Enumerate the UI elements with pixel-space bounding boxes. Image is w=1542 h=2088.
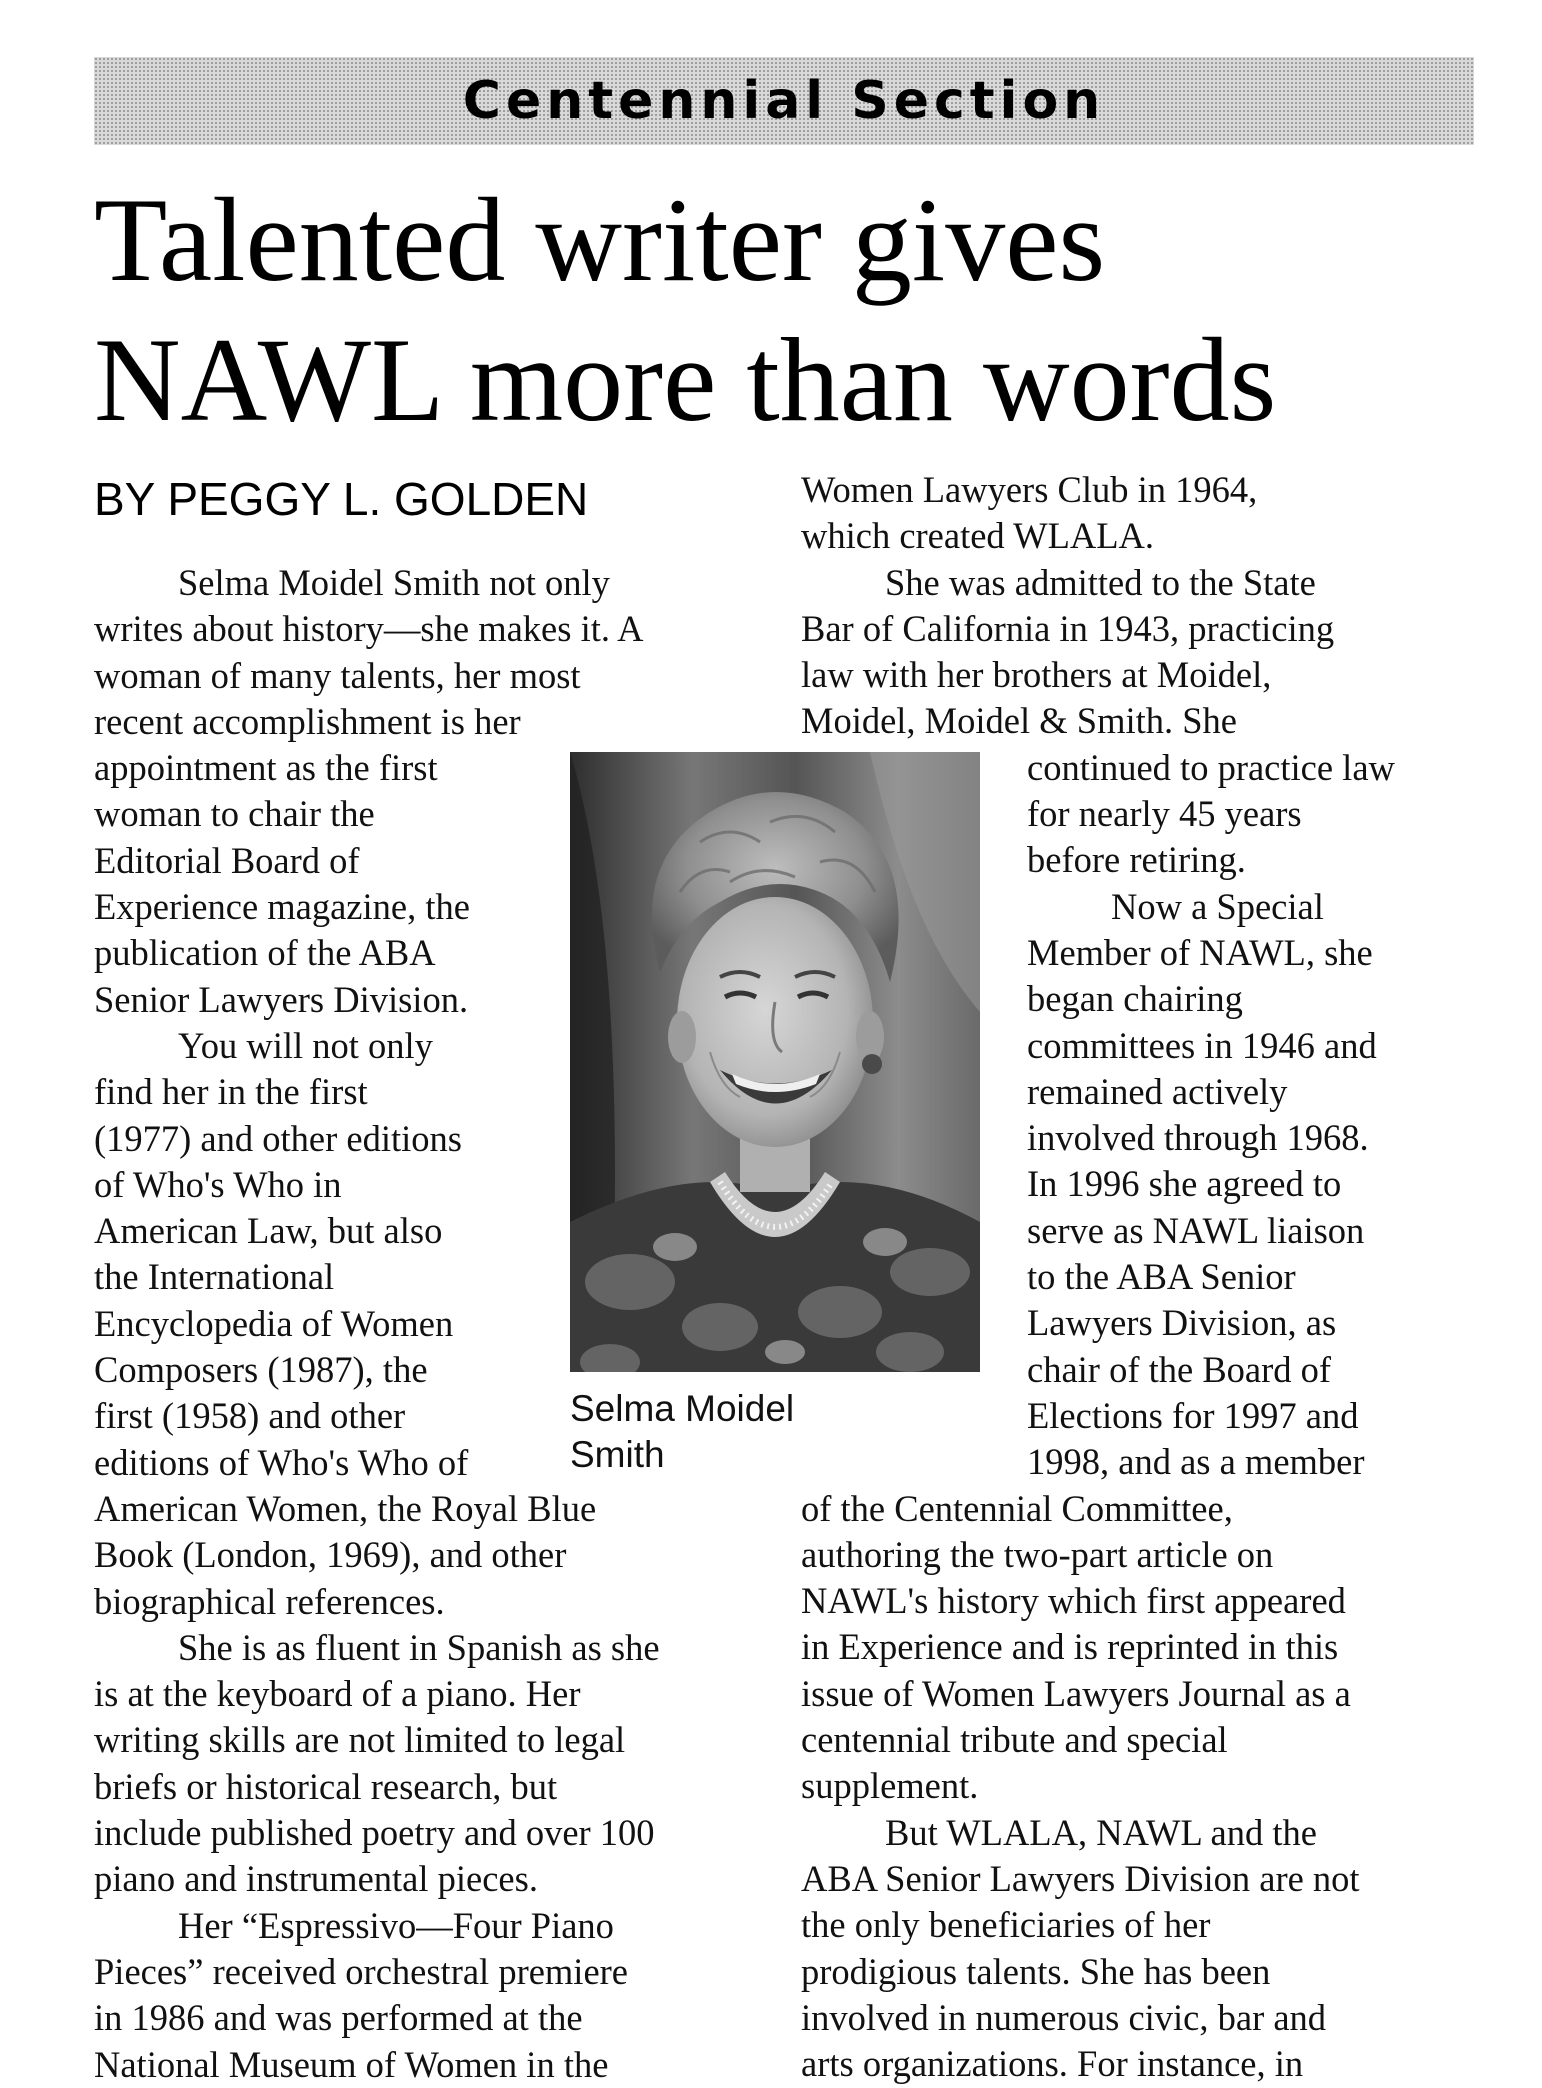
text-line: arts organizations. For instance, in: [801, 2043, 1304, 2085]
text-line: Women Lawyers Club in 1964,: [801, 469, 1258, 510]
text-line: began chairing: [1027, 978, 1243, 1020]
text-line: the International: [94, 1256, 335, 1298]
text-line: authoring the two-part article on: [801, 1533, 1274, 1575]
text-line: Her “Espressivo—Four Piano: [178, 1904, 614, 1946]
text-line: is at the keyboard of a piano. Her: [94, 1673, 581, 1715]
photo-caption-line-1: Selma Moidel: [570, 1388, 795, 1429]
text-line: recent accomplishment is her: [94, 700, 521, 742]
text-line: briefs or historical research, but: [94, 1765, 558, 1807]
text-line: 1998, and as a member: [1027, 1441, 1365, 1483]
headline-line-1: Talented writer gives: [94, 173, 1106, 306]
text-line: writes about history—she makes it. A: [94, 608, 644, 650]
text-line: Composers (1987), the: [94, 1349, 428, 1391]
text-line: biographical references.: [94, 1580, 445, 1622]
text-line: Lawyers Division, as: [1027, 1302, 1337, 1344]
text-line: woman to chair the: [94, 793, 375, 835]
text-line: writing skills are not limited to legal: [94, 1719, 626, 1761]
text-line: Senior Lawyers Division.: [94, 978, 469, 1020]
text-line: committees in 1946 and: [1027, 1024, 1377, 1066]
text-line: before retiring.: [1027, 839, 1246, 881]
text-line: Now a Special: [1111, 885, 1324, 927]
right-column: [801, 467, 1395, 2087]
text-line: issue of Women Lawyers Journal as a: [801, 1672, 1351, 1714]
text-line: the only beneficiaries of her: [801, 1904, 1211, 1946]
text-line: Elections for 1997 and: [1027, 1394, 1359, 1436]
section-banner: [94, 57, 1474, 145]
text-line: Editorial Board of: [94, 839, 360, 881]
section-banner-label: Centennial Section: [462, 71, 1106, 131]
text-line: Member of NAWL, she: [1027, 931, 1373, 973]
text-line: prodigious talents. She has been: [801, 1950, 1271, 1992]
text-line: (1977) and other editions: [94, 1117, 462, 1159]
text-line: Bar of California in 1943, practicing: [801, 607, 1335, 649]
text-line: of Who's Who in: [94, 1163, 342, 1205]
text-line: in 1986 and was performed at the: [94, 1997, 583, 2039]
text-line: include published poetry and over 100: [94, 1812, 655, 1854]
text-line: ABA Senior Lawyers Division are not: [801, 1857, 1360, 1899]
text-line: Encyclopedia of Women: [94, 1302, 454, 1344]
text-line: American Women, the Royal Blue: [94, 1487, 597, 1529]
text-line: Moidel, Moidel & Smith. She: [801, 700, 1237, 742]
photo-caption-line-2: Smith: [570, 1434, 665, 1475]
text-line: American Law, but also: [94, 1210, 443, 1252]
text-line: remained actively: [1027, 1070, 1288, 1112]
text-line: law with her brothers at Moidel,: [801, 654, 1272, 696]
text-line: to the ABA Senior: [1027, 1256, 1296, 1298]
text-line: centennial tribute and special: [801, 1719, 1228, 1761]
headline-line-2: NAWL more than words: [94, 313, 1277, 446]
text-line: editions of Who's Who of: [94, 1441, 469, 1483]
photo-caption: [570, 1386, 794, 1478]
byline: BY PEGGY L. GOLDEN: [94, 473, 589, 525]
text-line: NAWL's history which first appeared: [801, 1580, 1346, 1622]
text-line: Experience magazine, the: [94, 886, 470, 928]
text-line: National Museum of Women in the: [94, 2043, 609, 2085]
text-line: chair of the Board of: [1027, 1348, 1332, 1390]
text-line: In 1996 she agreed to: [1027, 1163, 1342, 1205]
text-line: Book (London, 1969), and other: [94, 1534, 567, 1576]
text-line: in Experience and is reprinted in this: [801, 1626, 1339, 1668]
headline: [94, 170, 1276, 450]
text-line: supplement.: [801, 1765, 979, 1807]
text-line: But WLALA, NAWL and the: [885, 1811, 1317, 1853]
text-line: Pieces” received orchestral premiere: [94, 1950, 629, 1992]
text-line: continued to practice law: [1027, 746, 1395, 788]
text-line: find her in the first: [94, 1071, 368, 1113]
text-line: She is as fluent in Spanish as she: [178, 1626, 660, 1668]
text-line: piano and instrumental pieces.: [94, 1858, 538, 1900]
text-line: You will not only: [178, 1024, 433, 1066]
text-line: first (1958) and other: [94, 1395, 406, 1437]
text-line: involved through 1968.: [1027, 1117, 1369, 1159]
text-line: She was admitted to the State: [885, 561, 1316, 603]
text-line: serve as NAWL liaison: [1027, 1209, 1365, 1251]
text-line: appointment as the first: [94, 747, 438, 789]
text-line: woman of many talents, her most: [94, 654, 581, 696]
text-line: of the Centennial Committee,: [801, 1487, 1233, 1529]
text-line: publication of the ABA: [94, 932, 436, 974]
text-line: for nearly 45 years: [1027, 793, 1302, 835]
text-line: which created WLALA.: [801, 515, 1155, 557]
text-line: involved in numerous civic, bar and: [801, 1996, 1327, 2038]
text-line: Selma Moidel Smith not only: [178, 562, 610, 603]
